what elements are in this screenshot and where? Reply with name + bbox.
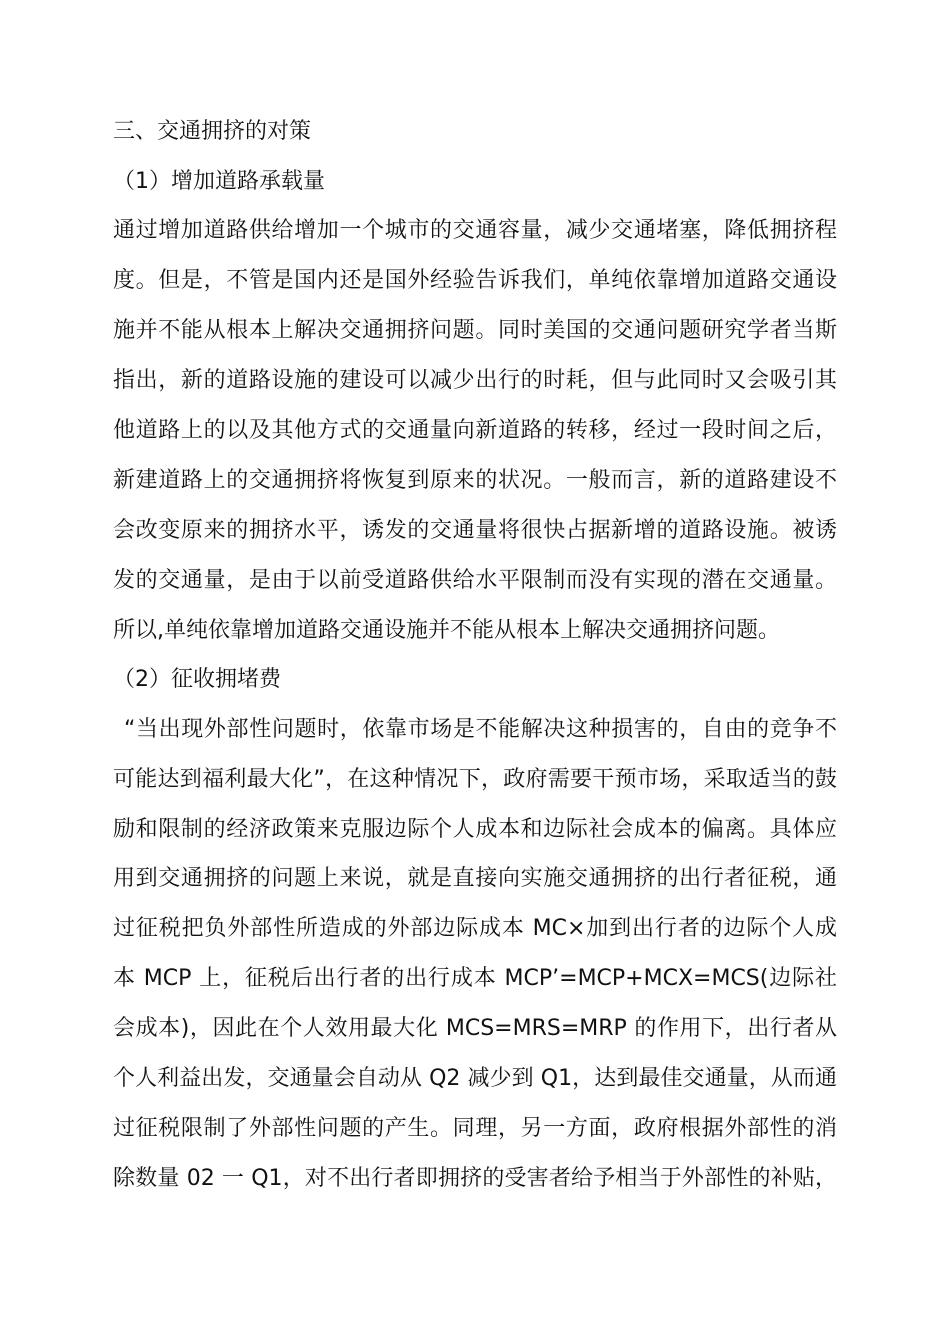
paragraph-line: 过征税把负外部性所造成的外部边际成本 MC×加到出行者的边际个人成 [113, 916, 837, 941]
paragraph-line: 会成本)，因此在个人效用最大化 MCS=MRS=MRP 的作用下，出行者从 [113, 1016, 837, 1041]
section-heading: 三、交通拥挤的对策 [113, 119, 312, 144]
subsection-heading-2: （2）征收拥堵费 [113, 667, 281, 692]
paragraph-line: 所以,单纯依靠增加道路交通设施并不能从根本上解决交通拥挤问题。 [113, 618, 780, 643]
paragraph-line: “当出现外部性问题时，依靠市场是不能解决这种损害的，自由的竞争不 [124, 717, 837, 742]
paragraph-line: 可能达到福利最大化”，在这种情况下，政府需要干预市场，采取适当的鼓 [113, 767, 837, 792]
paragraph-line: 励和限制的经济政策来克服边际个人成本和边际社会成本的偏离。具体应 [113, 817, 837, 842]
paragraph-line: 本 MCP 上，征税后出行者的出行成本 MCP’=MCP+MCX=MCS(边际社 [113, 966, 837, 991]
paragraph-line: 指出，新的道路设施的建设可以减少出行的时耗，但与此同时又会吸引其 [113, 368, 837, 393]
paragraph-line: 度。但是，不管是国内还是国外经验告诉我们，单纯依靠增加道路交通设 [113, 268, 837, 293]
paragraph-line: 施并不能从根本上解决交通拥挤问题。同时美国的交通问题研究学者当斯 [113, 318, 837, 343]
paragraph-line: 个人利益出发，交通量会自动从 Q2 减少到 Q1，达到最佳交通量，从而通 [113, 1066, 837, 1091]
paragraph-line: 除数量 02 一 Q1，对不出行者即拥挤的受害者给予相当于外部性的补贴， [113, 1166, 837, 1191]
paragraph-line: 用到交通拥挤的问题上来说，就是直接向实施交通拥挤的出行者征税，通 [113, 866, 837, 891]
paragraph-line: 过征税限制了外部性问题的产生。同理，另一方面，政府根据外部性的消 [113, 1116, 837, 1141]
paragraph-line: 他道路上的以及其他方式的交通量向新道路的转移，经过一段时间之后， [113, 418, 837, 443]
subsection-heading-1: （1）增加道路承载量 [113, 169, 325, 194]
paragraph-line: 发的交通量，是由于以前受道路供给水平限制而没有实现的潜在交通量。 [113, 568, 837, 593]
paragraph-line: 通过增加道路供给增加一个城市的交通容量，减少交通堵塞，降低拥挤程 [113, 218, 837, 243]
paragraph-line: 会改变原来的拥挤水平，诱发的交通量将很快占据新增的道路设施。被诱 [113, 518, 837, 543]
paragraph-line: 新建道路上的交通拥挤将恢复到原来的状况。一般而言，新的道路建设不 [113, 468, 837, 493]
